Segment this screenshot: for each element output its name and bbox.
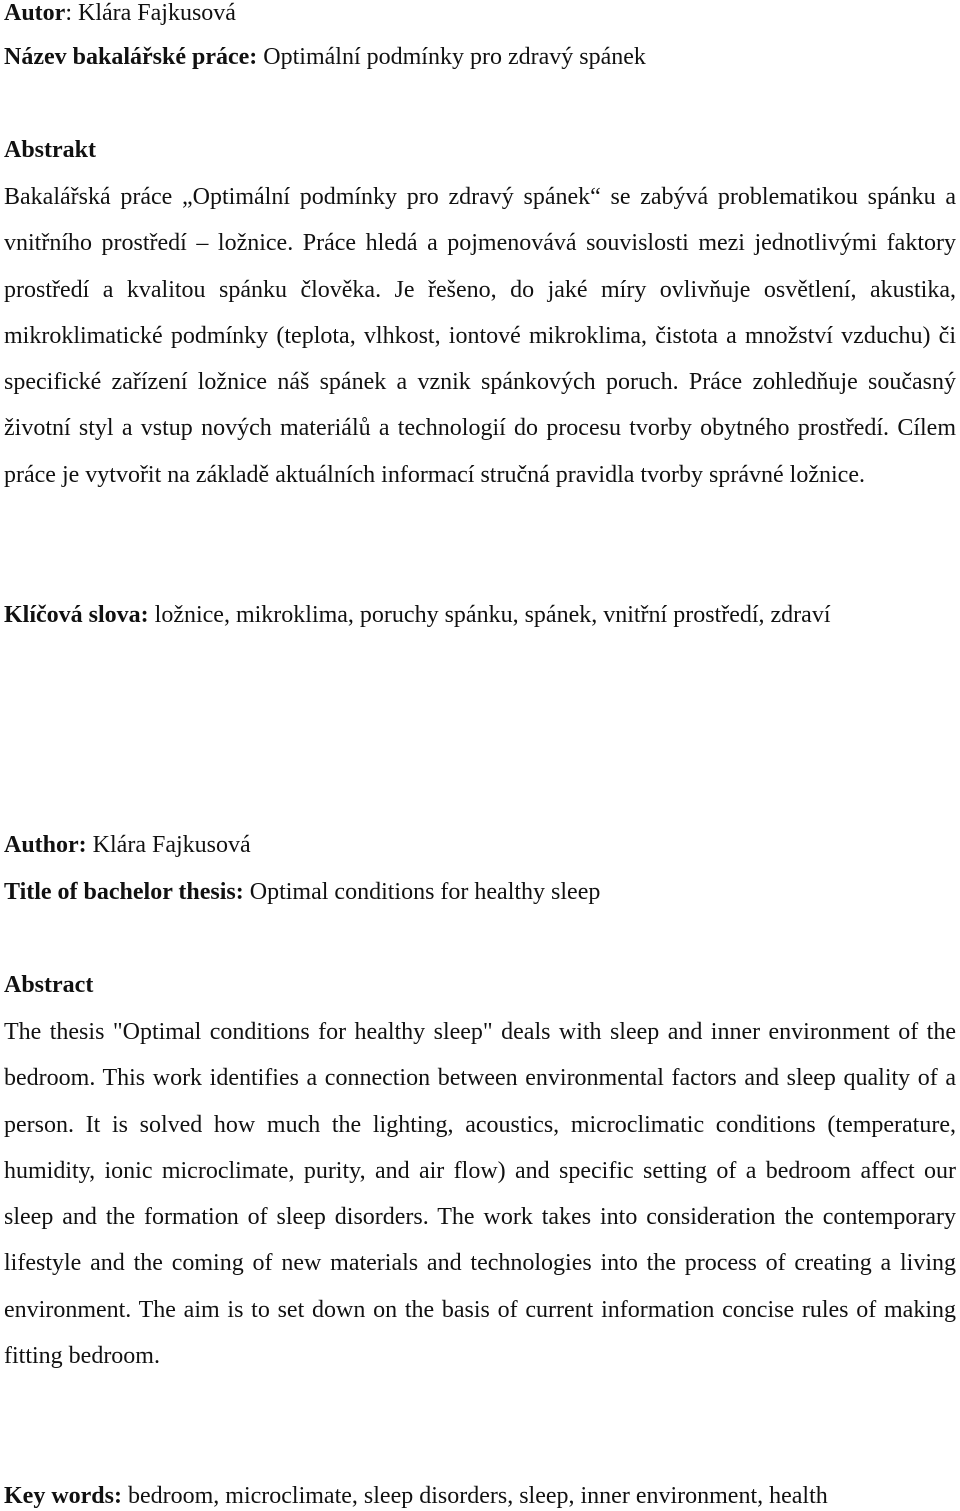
- cz-author-sep: :: [65, 0, 78, 26]
- en-keywords-line: [4, 1481, 956, 1511]
- cz-keywords-line: [4, 600, 956, 630]
- cz-author-value: Klára Fajkusová: [78, 0, 236, 26]
- cz-abstract-heading: Abstrakt: [4, 137, 97, 163]
- cz-author-label: Autor: [4, 0, 66, 26]
- cz-abstract-text: Bakalářská práce „Optimální podmínky pro zdravý spánek“ se zabývá problematikou spánku a vnitřního prostředí – ložnice. Práce hledá a pojmenovává souvislosti mezi jednotlivými faktory prostředí a kvalitou spánku člověka. Je řešeno, do jaké míry ovlivňuje osvětlení, akustika, mikroklimatické podmínky (teplota, vlhkost, iontové mikroklima, čistota a množství vzduchu) či specifické zařízení ložnice náš spánek a vznik spánkových poruch. Práce zohledňuje současný životní styl a vstup nových materiálů a technologií do procesu tvorby obytného prostředí. Cílem práce je vytvořit na základě aktuálních informací stručná pravidla tvorby správné ložnice.: [4, 184, 956, 488]
- cz-title-value: Optimální podmínky pro zdravý spánek: [257, 44, 646, 70]
- en-title-label: Title of bachelor thesis:: [4, 879, 244, 905]
- en-keywords-value: bedroom, microclimate, sleep disorders, sleep, inner environment, health: [121, 1483, 828, 1509]
- en-title-value: Optimal conditions for healthy sleep: [243, 879, 601, 905]
- en-author-line: [4, 830, 956, 860]
- cz-title-label: Název bakalářské práce:: [4, 44, 258, 70]
- en-title-line: [4, 877, 956, 907]
- cz-keywords-label: Klíčová slova:: [4, 602, 149, 628]
- cz-author-line: [4, 0, 956, 28]
- cz-title-line: [4, 42, 956, 72]
- en-abstract-text: The thesis "Optimal conditions for healthy sleep" deals with sleep and inner environment of the bedroom. This work identifies a connection between environmental factors and sleep quality of a person. It is solved how much the lighting, acoustics, microclimatic conditions (temperature, humidity, ionic microclimate, purity, and air flow) and specific setting of a bedroom affect our sleep and the formation of sleep disorders. The work takes into consideration the contemporary lifestyle and the coming of new materials and technologies into the process of creating a living environment. The aim is to set down on the basis of current information concise rules of making fitting bedroom.: [4, 1019, 956, 1370]
- cz-keywords-value: ložnice, mikroklima, poruchy spánku, spánek, vnitřní prostředí, zdraví: [148, 602, 831, 628]
- en-author-value: Klára Fajkusová: [86, 832, 251, 858]
- en-author-label: Author:: [4, 832, 87, 858]
- en-abstract-heading: Abstract: [4, 972, 94, 998]
- en-keywords-label: Key words:: [4, 1483, 122, 1509]
